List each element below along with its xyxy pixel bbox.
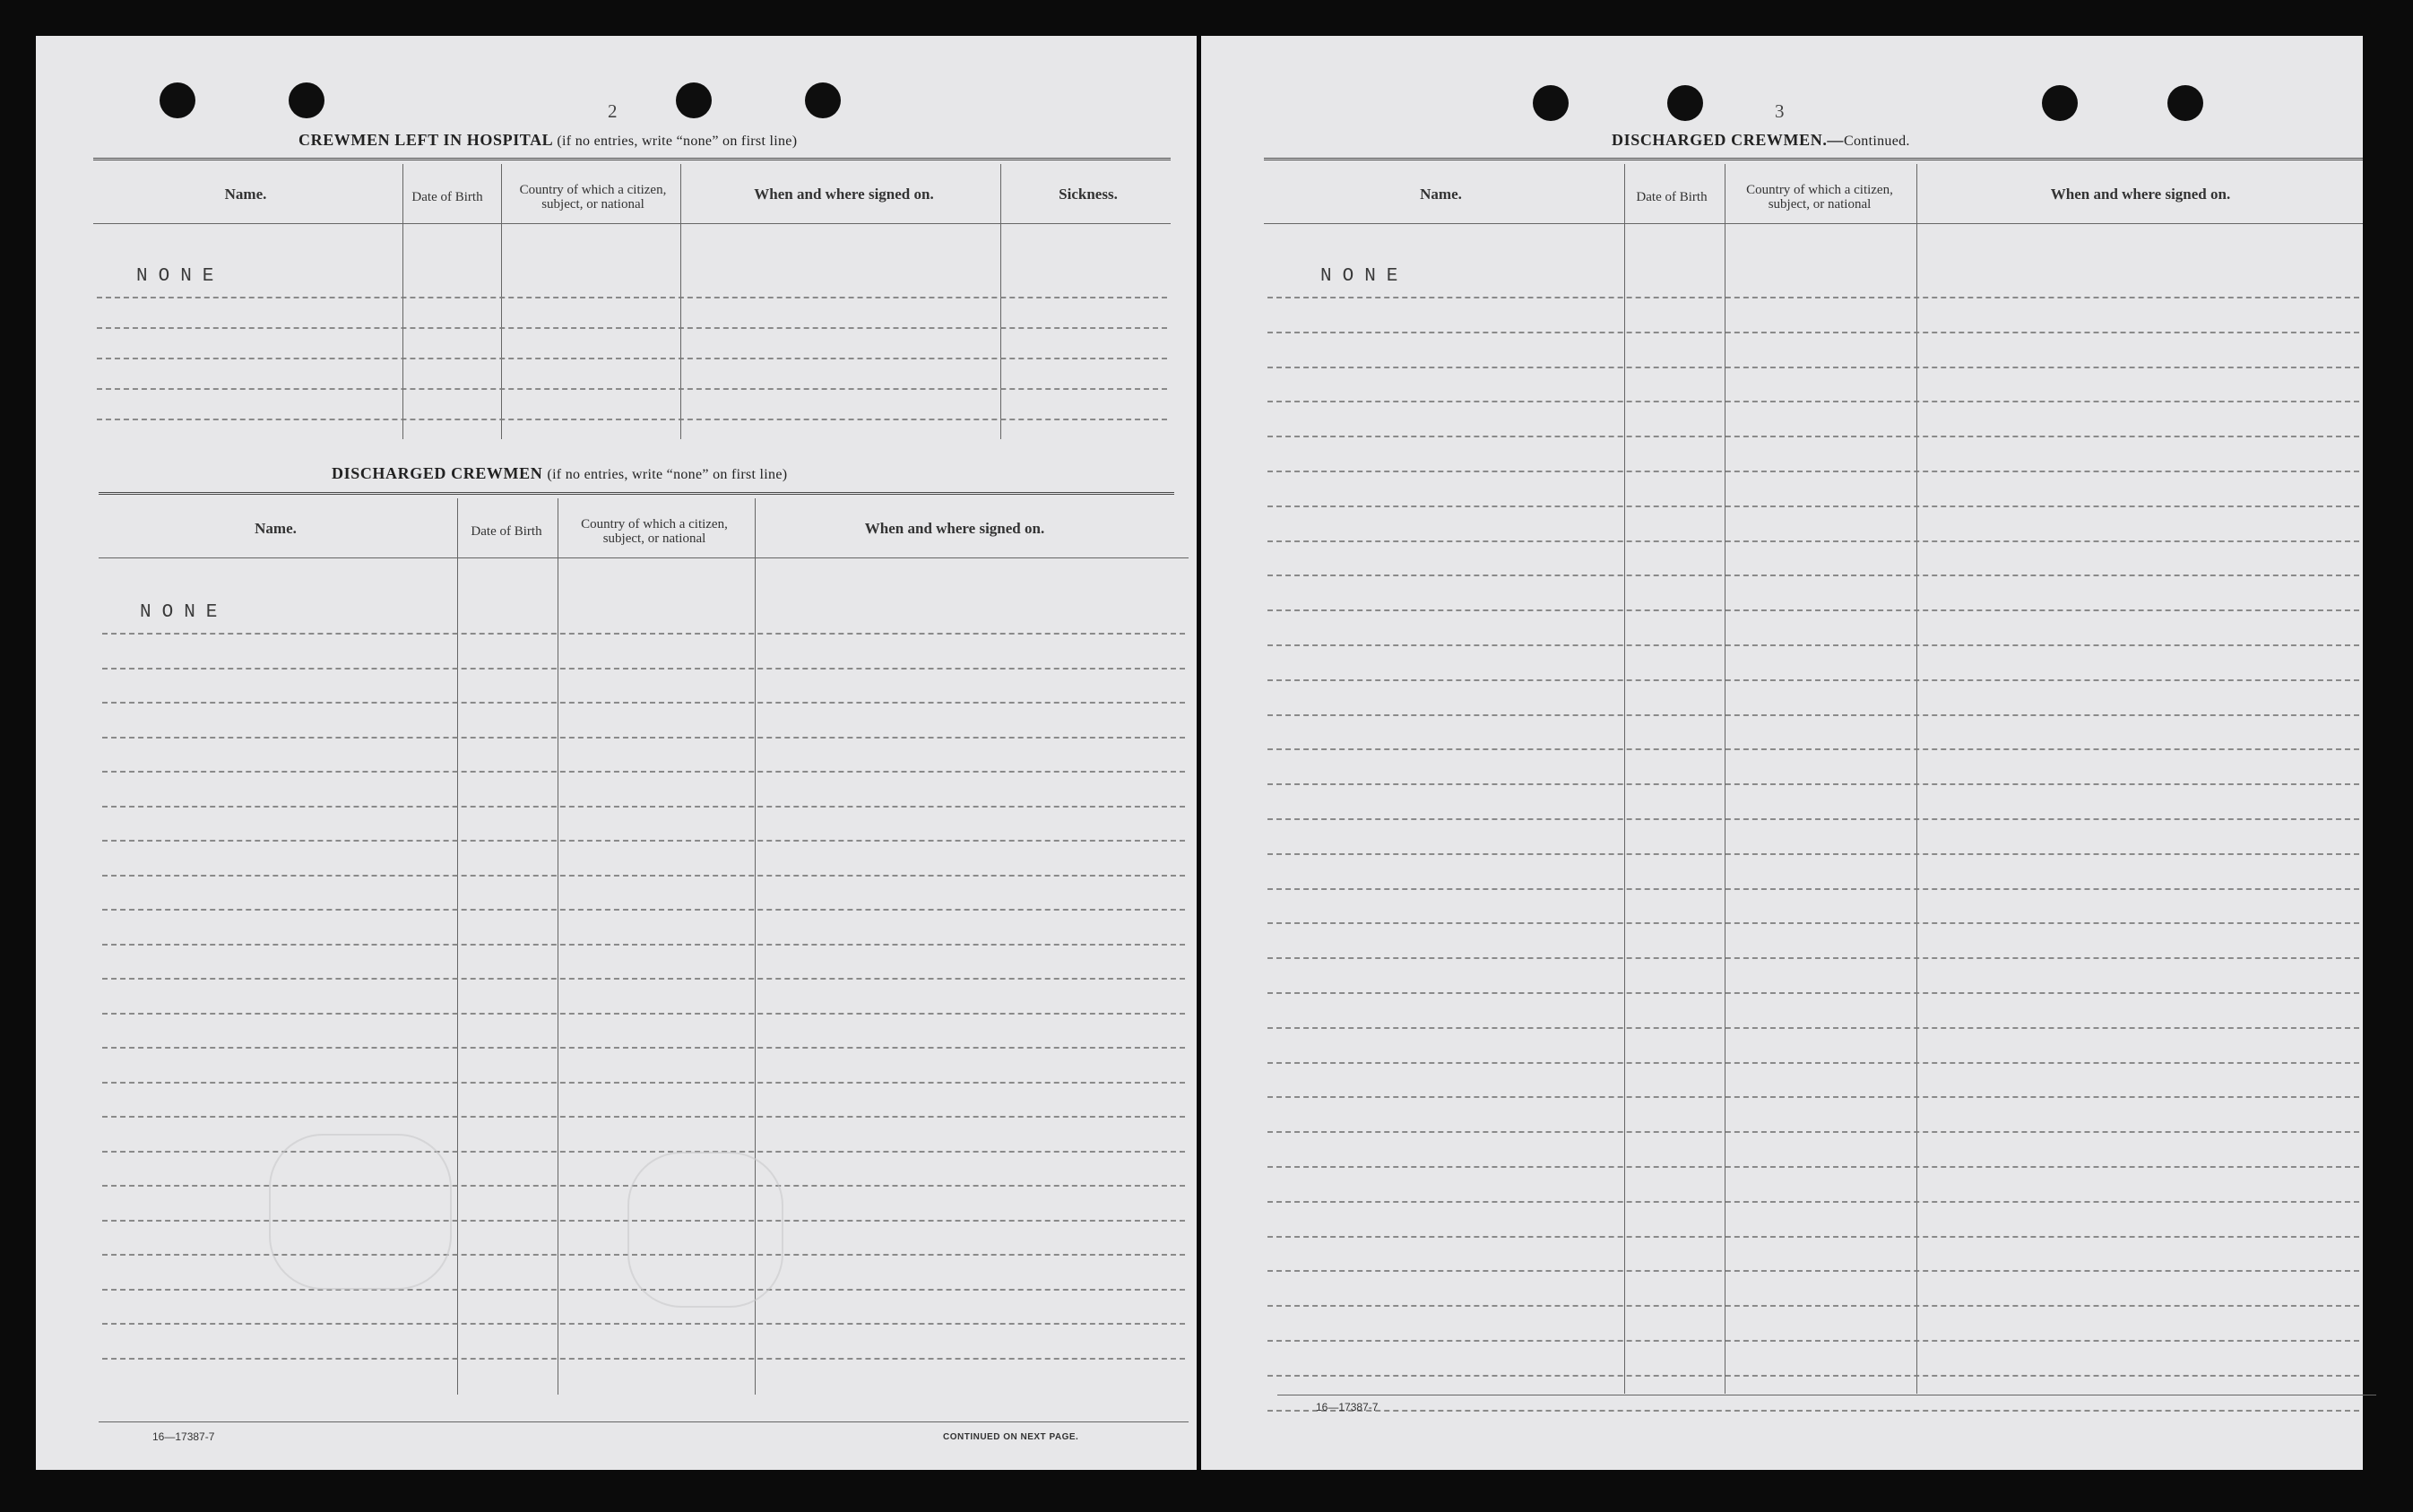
form-code: 16—17387-7	[1316, 1401, 1379, 1413]
hospital-section-title	[298, 131, 797, 150]
col-header-name: Name.	[1420, 185, 1462, 203]
entry-line	[102, 702, 1185, 704]
faded-stamp	[627, 1152, 783, 1308]
column-divider	[1916, 164, 1917, 1394]
entry-line	[97, 297, 1167, 298]
entry-line	[1267, 540, 2359, 542]
continued-note: CONTINUED ON NEXT PAGE.	[943, 1432, 1079, 1442]
entry-line	[102, 771, 1185, 773]
entry-line	[1267, 575, 2359, 576]
hospital-entry-name: NONE	[136, 266, 225, 287]
discharged-section-title	[332, 464, 787, 483]
punch-hole	[2167, 85, 2203, 121]
entry-line	[1267, 1410, 2359, 1412]
entry-line	[1267, 992, 2359, 994]
hospital-title-note: (if no entries, write “none” on first line)	[557, 134, 798, 149]
col-header-signed-on: When and where signed on.	[754, 185, 934, 203]
entry-line	[97, 388, 1167, 390]
entry-line	[102, 1013, 1185, 1015]
entry-line	[97, 358, 1167, 359]
bottom-rule	[99, 1421, 1189, 1422]
entry-line	[1267, 1027, 2359, 1029]
entry-line	[1267, 888, 2359, 890]
entry-line	[102, 1151, 1185, 1153]
entry-line	[102, 840, 1185, 842]
page-number: 2	[608, 100, 618, 122]
discharged-entry-name: NONE	[140, 602, 229, 623]
column-divider	[1000, 164, 1001, 439]
col-header-date-of-birth: Date of Birth	[471, 524, 542, 539]
entry-line	[97, 327, 1167, 329]
column-divider	[680, 164, 681, 439]
entry-line	[1267, 1305, 2359, 1307]
punch-hole	[2042, 85, 2078, 121]
col-header-name: Name.	[255, 519, 297, 537]
entry-line	[1267, 922, 2359, 924]
discharged-top-rule	[99, 492, 1174, 497]
discharged-title-note: (if no entries, write “none” on first line)	[547, 467, 788, 482]
discharged-continued-title-text: DISCHARGED CREWMEN.—	[1612, 131, 1845, 149]
entry-line	[1267, 297, 2359, 298]
entry-line	[1267, 1062, 2359, 1064]
entry-line	[1267, 1270, 2359, 1272]
entry-line	[102, 1358, 1185, 1360]
entry-line	[102, 978, 1185, 980]
entry-line	[1267, 714, 2359, 716]
hospital-table	[93, 164, 1171, 439]
discharged-continued-table	[1264, 164, 2363, 1394]
col-header-country: Country of which a citizen, subject, or national	[581, 517, 728, 546]
left-page	[36, 36, 1197, 1470]
entry-line	[1267, 505, 2359, 507]
faded-stamp	[269, 1134, 452, 1290]
punch-hole	[1667, 85, 1703, 121]
entry-line	[1267, 1131, 2359, 1133]
hospital-title-text: CREWMEN LEFT IN HOSPITAL	[298, 131, 553, 149]
entry-line	[1267, 367, 2359, 368]
entry-line	[1267, 1375, 2359, 1377]
col-header-name: Name.	[224, 185, 267, 203]
punch-hole	[805, 82, 841, 118]
entry-line	[1267, 644, 2359, 646]
entry-line	[97, 419, 1167, 420]
col-header-signed-on: When and where signed on.	[864, 519, 1045, 537]
col-header-country: Country of which a citizen, subject, or national	[1746, 183, 1893, 212]
entry-line	[1267, 679, 2359, 681]
entry-line	[102, 944, 1185, 946]
form-code: 16—17387-7	[152, 1430, 215, 1443]
right-page	[1201, 36, 2363, 1470]
hospital-top-rule	[93, 158, 1171, 163]
entry-line	[102, 1082, 1185, 1084]
entry-line	[1267, 436, 2359, 437]
entry-line	[1267, 1201, 2359, 1203]
discharged-continued-top-rule	[1264, 158, 2363, 163]
column-divider	[402, 164, 403, 439]
header-underline	[93, 223, 1171, 224]
entry-line	[102, 1116, 1185, 1118]
entry-line	[102, 668, 1185, 670]
column-divider	[501, 164, 502, 439]
entry-line	[1267, 609, 2359, 611]
entry-line	[1267, 401, 2359, 402]
entry-line	[1267, 853, 2359, 855]
column-divider	[1624, 164, 1625, 1394]
col-header-sickness: Sickness.	[1059, 185, 1118, 203]
continued-suffix: Continued.	[1844, 134, 1910, 149]
entry-line	[102, 737, 1185, 739]
entry-line	[1267, 332, 2359, 333]
discharged-continued-title	[1612, 131, 1910, 150]
col-header-date-of-birth: Date of Birth	[1636, 190, 1708, 204]
entry-line	[102, 806, 1185, 808]
entry-line	[102, 1323, 1185, 1325]
page-number: 3	[1775, 100, 1785, 122]
entry-line	[102, 875, 1185, 877]
entry-line	[1267, 783, 2359, 785]
entry-line	[102, 1047, 1185, 1049]
entry-line	[1267, 818, 2359, 820]
col-header-date-of-birth: Date of Birth	[411, 190, 483, 204]
entry-line	[1267, 1096, 2359, 1098]
entry-line	[102, 909, 1185, 911]
discharged-title-text: DISCHARGED CREWMEN	[332, 464, 543, 482]
entry-line	[1267, 471, 2359, 472]
header-underline	[99, 557, 1189, 558]
punch-hole	[676, 82, 712, 118]
entry-line	[1267, 1236, 2359, 1238]
discharged-continued-entry-name: NONE	[1320, 266, 1409, 287]
entry-line	[1267, 1340, 2359, 1342]
punch-hole	[160, 82, 195, 118]
entry-line	[1267, 957, 2359, 959]
col-header-signed-on: When and where signed on.	[2050, 185, 2231, 203]
entry-line	[1267, 748, 2359, 750]
header-underline	[1264, 223, 2363, 224]
col-header-country: Country of which a citizen, subject, or national	[519, 183, 667, 212]
punch-hole	[1533, 85, 1569, 121]
entry-line	[1267, 1166, 2359, 1168]
punch-hole	[289, 82, 324, 118]
entry-line	[102, 633, 1185, 635]
